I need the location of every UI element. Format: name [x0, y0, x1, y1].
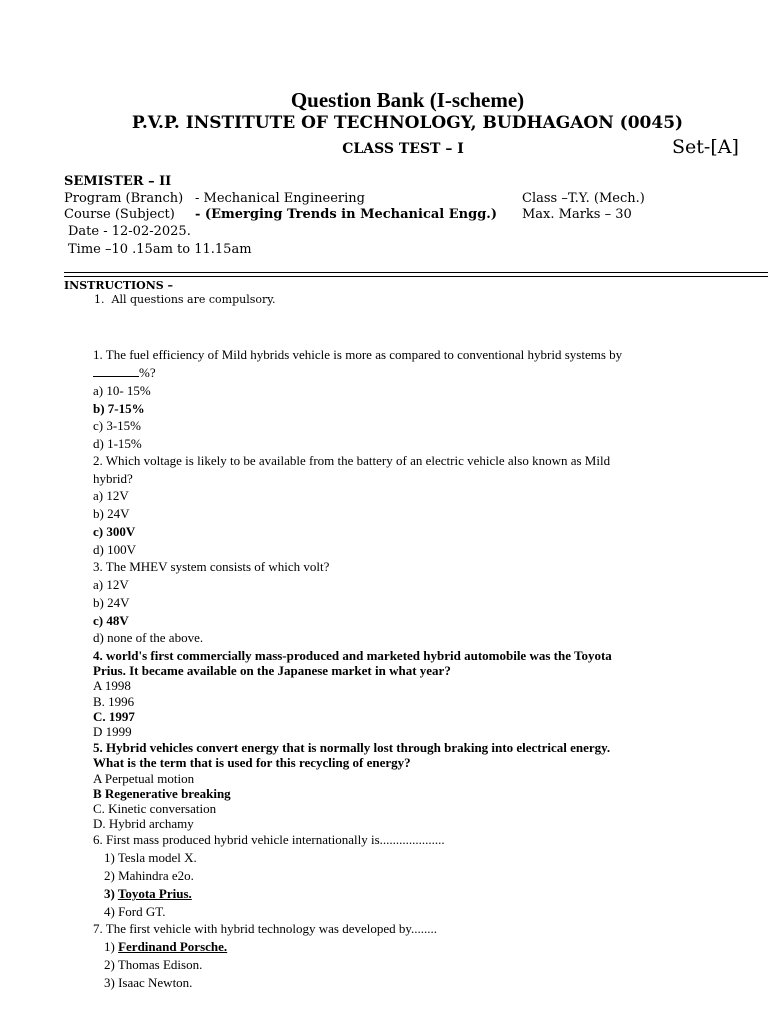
question-1: 1. The fuel efficiency of Mild hybrids vehicle is more as compared to conventional hybrid systems by	[93, 347, 623, 362]
program-value: - Mechanical Engineering	[195, 191, 365, 206]
option: 2) Mahindra e2o.	[104, 868, 194, 883]
question-2: 2. Which voltage is likely to be available from the battery of an electric vehicle also known as Mild	[93, 453, 611, 468]
class-info: Class –T.Y. (Mech.)	[522, 191, 645, 206]
question-1-cont: %?	[93, 365, 156, 381]
option: 1) Tesla model X.	[104, 850, 197, 865]
instructions-heading: INSTRUCTIONS –	[64, 279, 174, 292]
option: a) 10- 15%	[93, 383, 151, 398]
option: b) 24V	[93, 506, 130, 521]
option-correct: 1) Ferdinand Porsche.	[104, 939, 228, 954]
option: A Perpetual motion	[93, 771, 195, 786]
course-label: Course (Subject)	[64, 207, 175, 222]
semester: SEMISTER – II	[64, 174, 172, 189]
max-marks: Max. Marks – 30	[522, 207, 632, 222]
option: B. 1996	[93, 694, 135, 709]
option: C. Kinetic conversation	[93, 801, 217, 816]
option-correct: C. 1997	[93, 709, 135, 724]
question-4-cont: Prius. It became available on the Japanese market in what year?	[93, 663, 451, 678]
option: A 1998	[93, 678, 131, 693]
option-correct: c) 48V	[93, 613, 129, 628]
question-2-cont: hybrid?	[93, 471, 133, 486]
option: d) 1-15%	[93, 436, 142, 451]
option: D 1999	[93, 724, 132, 739]
question-5-cont: What is the term that is used for this recycling of energy?	[93, 755, 411, 770]
institute-name: P.V.P. INSTITUTE OF TECHNOLOGY, BUDHAGAON (0045)	[131, 113, 684, 133]
answer-blank	[93, 365, 139, 377]
option: 3) Isaac Newton.	[104, 975, 193, 990]
set-label: Set-[A]	[672, 136, 739, 158]
option: b) 24V	[93, 595, 130, 610]
option: 2) Thomas Edison.	[104, 957, 203, 972]
exam-time: Time –10 .15am to 11.15am	[68, 242, 252, 257]
option: d) none of the above.	[93, 630, 204, 645]
option: 4) Ford GT.	[104, 904, 166, 919]
program-label: Program (Branch)	[64, 191, 184, 206]
divider-line	[64, 272, 768, 273]
option: D. Hybrid archamy	[93, 816, 194, 831]
option-correct: 3) Toyota Prius.	[104, 886, 192, 901]
document-title: Question Bank (I-scheme)	[290, 88, 525, 112]
question-5: 5. Hybrid vehicles convert energy that is normally lost through braking into electrical energy.	[93, 740, 611, 755]
course-value: - (Emerging Trends in Mechanical Engg.)	[195, 207, 497, 222]
option: a) 12V	[93, 577, 129, 592]
question-3: 3. The MHEV system consists of which volt?	[93, 559, 330, 574]
instruction-item: 1. All questions are compulsory.	[94, 293, 276, 306]
question-6: 6. First mass produced hybrid vehicle internationally is....................	[93, 832, 445, 847]
divider-line	[64, 276, 768, 277]
option: d) 100V	[93, 542, 136, 557]
option-correct: c) 300V	[93, 524, 136, 539]
test-name: CLASS TEST – I	[342, 141, 464, 157]
question-4: 4. world's first commercially mass-produced and marketed hybrid automobile was the Toyota	[93, 648, 612, 663]
question-7: 7. The first vehicle with hybrid technology was developed by........	[93, 921, 438, 936]
option: c) 3-15%	[93, 418, 142, 433]
option-correct: B Regenerative breaking	[93, 786, 231, 801]
option-correct: b) 7-15%	[93, 401, 145, 416]
option: a) 12V	[93, 488, 129, 503]
exam-date: Date - 12-02-2025.	[68, 224, 191, 239]
